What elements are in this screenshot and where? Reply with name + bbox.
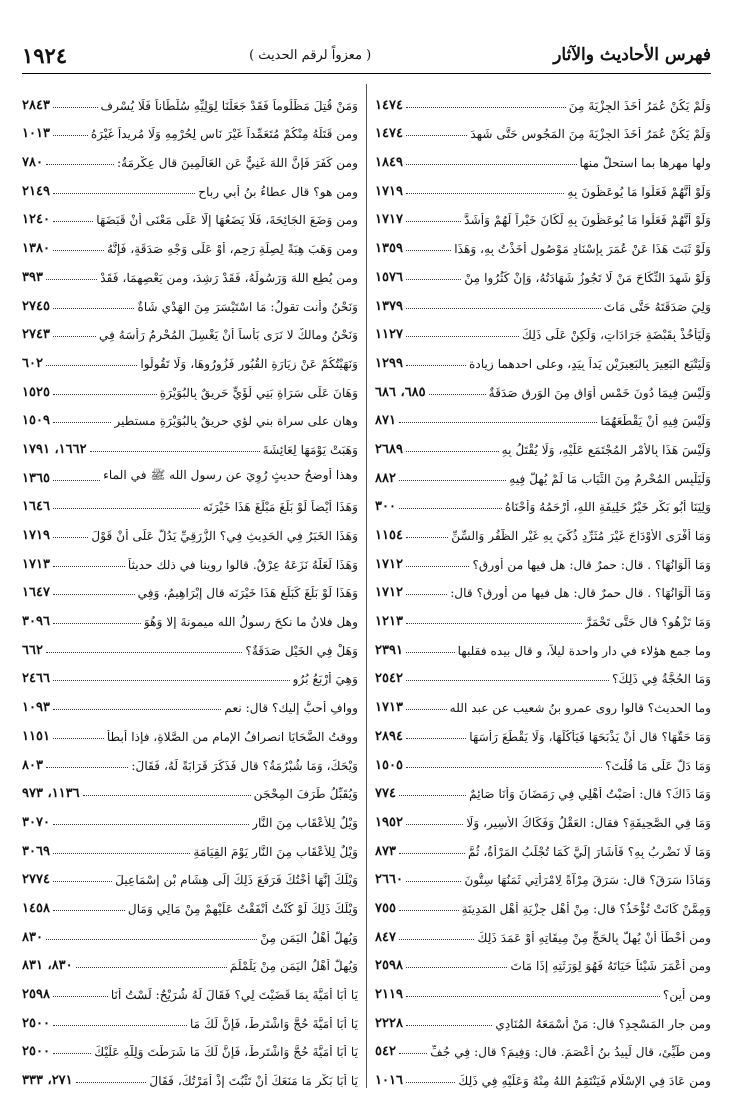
index-entry <box>22 227 358 256</box>
leader-dots <box>53 135 88 136</box>
index-entry <box>375 457 711 486</box>
leader-dots <box>46 164 114 165</box>
entry-text: ومن عَادَ فِي الإِسْلَامِ فَيَنْتَقِمُ اللهُ مِنْهُ وَعَلَيْهِ فِي ذَلِكَ <box>458 1074 711 1089</box>
index-entry <box>375 715 711 744</box>
entry-text: ومن يُطِعِ اللهَ وَرَسُولَهُ، فَقَدْ رَشِدَ، ومن يَعْصِهِمَا، فَقَدْ <box>100 270 358 285</box>
entry-ref-number: ٢٦٦٠ <box>375 872 403 888</box>
leader-dots <box>53 709 221 710</box>
entry-ref-number: ١٤٧٤ <box>375 97 403 113</box>
leader-dots <box>406 824 463 825</box>
entry-ref-number: ١٠١٦ <box>375 1073 403 1089</box>
entry-ref-number: ٢٥٤٢ <box>375 671 403 687</box>
entry-ref-number: ١٢٤٠ <box>22 212 50 228</box>
entry-ref-number: ٦٦٢ <box>22 642 43 658</box>
leader-dots <box>406 193 564 194</box>
index-entry <box>375 314 711 343</box>
entry-ref-number: ١٥٠٩ <box>22 413 50 429</box>
leader-dots <box>76 967 227 968</box>
index-entry <box>375 285 711 314</box>
index-entry <box>22 1059 358 1088</box>
index-entry <box>22 1031 358 1060</box>
leader-dots <box>406 221 461 222</box>
entry-text: وَمَا أَفْرَى الأَوْدَاجَ غَيْرَ مُثَرِّدٍ ذُكِّيَ بِهِ غَيْرِ الظُّفُرِ وَالسِّنِّ <box>451 529 711 543</box>
entry-ref-number: ١٤٥٨ <box>22 900 50 916</box>
index-entry <box>375 744 711 773</box>
index-entry <box>375 686 711 715</box>
entry-text: وَلِيَ صَدَقَتَهُ حَتَّى مَاتَ <box>603 299 711 314</box>
entry-text: وَمَا أَلْوَانُهَا؟ . قال حمرٌ قال: هل فيها من أورق؟ قال: <box>450 586 711 601</box>
entry-text: وَلَوْ أَنَّهُمْ فَعَلُوا مَا يُوعَظُونَ بِهِ <box>567 184 711 199</box>
entry-ref-number: ٨٧١ <box>375 413 396 429</box>
index-entry <box>22 514 358 543</box>
entry-ref-number: ٨٨٢ <box>375 470 396 486</box>
index-entry <box>375 543 711 572</box>
entry-ref-number: ٢٤٦٦ <box>22 671 50 687</box>
entry-text: وَلَيَأْخُذْ بِقَبْضَةٍ جَرَادَاتٍ، وَلَكِنْ عَلَى ذَلِكَ <box>522 328 711 343</box>
leader-dots <box>406 709 447 710</box>
header-rule <box>22 73 711 74</box>
entry-ref-number: ١٩٥٢ <box>375 814 403 830</box>
running-title: فهرس الأحاديث والآثار <box>553 45 711 65</box>
entry-ref-number: ٢٨٩٤ <box>375 728 403 744</box>
entry-text: وَلْيَلْبِسِ المُحْرِمُ مِنَ الثِّيَابِ مَا لَمْ يُهِلَّ فِيهِ <box>509 471 711 486</box>
entry-ref-number: ٢٧١، ٣٣٣ <box>22 1073 73 1089</box>
leader-dots <box>53 680 290 681</box>
entry-text: وَهَذَا الخَبَرُ فِي الحَدِيثِ فِي؟ الزُّرَقِيِّ يَدُلُّ عَلَى أَنْ قَوْلَ <box>91 529 358 543</box>
leader-dots <box>83 795 251 796</box>
entry-ref-number: ٢٥٠٠ <box>22 1015 50 1031</box>
index-entry <box>375 141 711 170</box>
index-entry <box>375 658 711 687</box>
entry-ref-number: ٨٣٠، ٨٣١ <box>22 958 73 974</box>
entry-text: وَهِيَ أَرْبَعُ بُرُوٍ <box>292 672 358 687</box>
entry-ref-number: ١٤٧٤ <box>375 126 403 142</box>
entry-text: وَمَا فِي الصَّحِيفَةِ؟ فقال: العَقْلُ وَفَكَاكُ الأَسِيرِ، وَلَا <box>466 815 711 830</box>
leader-dots <box>76 1082 147 1083</box>
entry-text: وَمَا أَلْوَانُهَا؟ . قال: حمرٌ قال: هل فيها من أورق؟ <box>472 557 711 572</box>
entry-text: وَلَمْ يَكُنْ عُمَرُ أَخَذَ الجِزْيَةَ مِنَ المَجُوسِ حَتَّى شَهِدَ <box>470 127 711 142</box>
entry-ref-number: ٢٣٩١ <box>375 642 403 658</box>
entry-ref-number: ٢٥٩٨ <box>22 987 50 1002</box>
entry-ref-number: ٣٠٩٦ <box>22 614 50 630</box>
leader-dots <box>399 480 506 481</box>
entry-text: وَهَلْ فِي الخَيْلِ صَدَقَةٌ؟ <box>245 643 358 658</box>
index-entry <box>22 830 358 859</box>
index-entry <box>375 514 711 543</box>
leader-dots <box>53 996 108 997</box>
page-header <box>22 40 711 70</box>
index-entry <box>22 629 358 658</box>
index-entry <box>22 887 358 916</box>
entry-text: وَلَيْسَ هَذَا بِالأَمْرِ المُجْتَمَعِ عَلَيْهِ، وَلَا يُقْتَلُ بِهِ <box>501 442 711 457</box>
entry-ref-number: ٨٧٣ <box>375 843 396 859</box>
entry-ref-number: ١٢١٣ <box>375 614 403 630</box>
entry-ref-number: ١٣٨٠ <box>22 241 50 257</box>
index-entry <box>375 428 711 457</box>
entry-text: يَا أَبَا أُمَيَّةَ حُجَّ وَاشْتَرِطْ، فَإِنَّ لَكَ مَا شَرَطْتَ وَلِلَّهِ عَلَيْكَ <box>94 1045 358 1060</box>
index-entry <box>375 859 711 888</box>
leader-dots <box>399 939 475 940</box>
index-entry <box>375 84 711 113</box>
index-entry <box>22 801 358 830</box>
entry-ref-number: ١٦٤٦ <box>22 499 50 515</box>
entry-ref-number: ١٧١٩ <box>375 183 403 199</box>
entry-text: ومن قَتَلَهُ مِنْكُمْ مُتَعَمِّداً غَيْرَ نَاسٍ لِحُرْمِهِ وَلَا مُرِيداً غَيْرَهُ <box>90 127 358 142</box>
entry-ref-number: ٣٩٣ <box>22 269 43 285</box>
leader-dots <box>46 365 137 366</box>
index-column-left <box>22 84 366 1088</box>
index-entry <box>22 256 358 285</box>
index-entry <box>22 199 358 228</box>
entry-ref-number: ١٠٩٣ <box>22 700 50 716</box>
entry-text: يَا أَبَا أُمَيَّةَ حُجَّ وَاشْتَرِطْ، فَإِنَّ لَكَ مَا <box>189 1016 358 1031</box>
entry-text: وَمَا لَا نَضْرِبُ بِهِ؟ فَأَشَارَ إِلَيَّ كَمَا تُجْلَبُ المَرْأَةُ، ثُمَّ <box>467 844 711 859</box>
entry-text: وَنَهَيْتُكُمْ عَنْ زِيَارَةِ القُبُورِ فَزُورُوهَا، وَلَا تَقُولُوا <box>140 356 358 371</box>
index-entry <box>22 486 358 515</box>
entry-ref-number: ٢٨٤٣ <box>22 97 50 113</box>
leader-dots <box>406 738 466 739</box>
entry-text: ومن طَيِّئٍ، قال لَبِيدُ بنُ أَعْصَمَ. قال: وَفِيمَ؟ قال: فِي جُفِّ <box>430 1045 711 1060</box>
entry-ref-number: ١٧١٢ <box>375 556 403 572</box>
entry-ref-number: ٢١١٩ <box>375 987 403 1002</box>
entry-ref-number: ١٦٤٧ <box>22 585 50 601</box>
leader-dots <box>406 336 519 337</box>
entry-text: ومن هو؟ قال عطاءُ بنُ أبي رباح <box>198 184 358 199</box>
entry-text: وَلِيَنَا أَبُو بَكْرٍ خَيْرُ خَلِيفَةِ اللهِ، أَرْحَمُهُ وَأَحْنَاهُ <box>504 500 711 515</box>
entry-ref-number: ٣٠٧٠ <box>22 814 50 830</box>
entry-text: وهذا أوضحُ حديثٍ رُوِيَ عن رسول الله ﷺ في الماء <box>103 467 358 482</box>
index-entry <box>375 1031 711 1060</box>
leader-dots <box>406 451 499 452</box>
leader-dots <box>406 1082 455 1083</box>
index-columns <box>22 84 711 1088</box>
entry-text: وما الحديث؟ قالوا روى عمرو بنُ شعيب عن عبد الله <box>449 701 711 716</box>
entry-text: وَيُهِلُّ أَهْلُ اليَمَنِ مِنْ <box>260 930 358 945</box>
index-entry <box>375 486 711 515</box>
entry-text: وَيْلٌ لِلأَعْقَابِ مِنَ النَّارِ <box>252 815 358 830</box>
entry-ref-number: ١٥٢٥ <box>22 384 50 400</box>
leader-dots <box>399 1053 427 1054</box>
entry-text: وما جمع هؤلاء في دار واحدة ليلاً، و قال بيده فقلبها <box>457 643 711 658</box>
leader-dots <box>406 623 582 624</box>
index-entry <box>22 1002 358 1031</box>
leader-dots <box>406 107 566 108</box>
leader-dots <box>53 107 98 108</box>
index-entry <box>375 256 711 285</box>
leader-dots <box>53 623 141 624</box>
entry-ref-number: ١١٣٦، ٩٧٣ <box>22 786 80 802</box>
entry-text: ومن أَخْطَأَ أَنْ يُهِلَّ بِالحَجِّ مِنْ مِيقَاتِهِ أَوْ عَمَدَ ذَلِكَ <box>477 930 711 945</box>
index-entry <box>375 945 711 974</box>
leader-dots <box>46 939 257 940</box>
entry-ref-number: ٨٣٠ <box>22 929 43 945</box>
index-entry <box>375 973 711 1002</box>
entry-ref-number: ١١٥٤ <box>375 528 403 543</box>
entry-ref-number: ٨٠٣ <box>22 757 43 773</box>
entry-text: ومن أَعْمَرَ شَيْئاً حَيَاتَهُ فَهُوَ لِوَرَثَتِهِ إِذَا مَاتَ <box>510 959 711 974</box>
index-entry <box>22 543 358 572</box>
entry-ref-number: ٧٧٤ <box>375 786 396 802</box>
leader-dots <box>53 250 104 251</box>
index-entry <box>375 916 711 945</box>
index-entry <box>375 342 711 371</box>
leader-dots <box>406 996 660 997</box>
leader-dots <box>406 250 451 251</box>
leader-dots <box>399 422 597 423</box>
index-entry <box>22 715 358 744</box>
entry-text: وَهَذَا أَيْضاً لَوْ بَلَغَ مَبْلَغَ هَذَا خَيْرَنَه <box>202 500 358 515</box>
leader-dots <box>53 422 111 423</box>
leader-dots <box>399 795 466 796</box>
leader-dots <box>406 767 602 768</box>
leader-dots <box>53 508 200 509</box>
index-entry <box>22 285 358 314</box>
entry-text: وَمَا الحُجَّةُ فِي ذَلِكَ؟ <box>612 672 711 687</box>
entry-ref-number: ٢٧٧٤ <box>22 872 50 888</box>
entry-text: ومن وَضَعَ الجَائِحَةَ، فَلَا يَضَعُهَا إِلَّا عَلَى مَعْنَى أَنْ قَبَضَهَا <box>96 213 358 228</box>
index-entry <box>375 801 711 830</box>
entry-text: ولها مهرها بما استحلَّ منها <box>579 156 711 171</box>
leader-dots <box>399 853 465 854</box>
leader-dots <box>406 1025 492 1026</box>
index-entry <box>22 658 358 687</box>
leader-dots <box>53 1053 91 1054</box>
entry-text: وَيْلٌ لِلأَعْقَابِ مِنَ النَّارِ يَوْمَ القِيَامَةِ <box>193 844 358 859</box>
entry-text: وَلَيْسَ فِيمَا دُونَ خَمْسِ أَوَاقٍ مِنَ الوَرِقِ صَدَقَةٌ <box>488 385 711 400</box>
entry-ref-number: ١١٥١ <box>22 728 50 744</box>
entry-text: وَمَنْ قُتِلَ مَظْلُوماً فَقَدْ جَعَلْنَا لِوَلِيِّهِ سُلْطَاناً فَلَا يُسْرِف <box>100 98 358 113</box>
entry-ref-number: ١٥٧٦ <box>375 269 403 285</box>
entry-text: وهل فلانٌ ما نكحَ رسولُ الله ميمونةَ إلا وَهُوَ <box>143 615 358 630</box>
index-entry <box>22 686 358 715</box>
leader-dots <box>406 135 467 136</box>
entry-text: ومن أين؟ <box>662 988 711 1002</box>
entry-ref-number: ٧٥٥ <box>375 900 396 916</box>
leader-dots <box>53 537 88 538</box>
leader-dots <box>406 537 448 538</box>
entry-text: وَهَانَ عَلَى سَرَاةِ بَنِي لُؤَيٍّ حَرِيقٌ بِالبُوَيْرَةِ <box>159 385 358 400</box>
entry-text: وَهَذَا لَعَلَّهُ نَزَعَهُ عِرْقٌ. قالوا روينا في ذلك حديثاً <box>127 557 358 572</box>
entry-text: وَلَوْ ثَبَتَ هَذَا عَنْ عُمَرَ بِإِسْنَادٍ مَوْصُولٍ أَخَذْتُ بِهِ، وَهَذَا <box>454 242 711 257</box>
entry-text: وَمَا ذَاكَ؟ قال: أَصَبْتُ أَهْلِي فِي رَمَضَانَ وَأَنَا صَائِمٌ <box>469 787 711 802</box>
entry-text: ومن كَفَرَ فَإِنَّ اللهَ غَنِيٌّ عَنِ العَالَمِينَ قال عِكْرِمَةُ: <box>117 156 358 171</box>
entry-text: وَمَا حَقُّهَا؟ قال أَنْ يَذْبَحَهَا فَيَأْكُلَهَا، وَلَا يَقْطَعَ رَأْسَهَا <box>469 729 711 744</box>
entry-text: وَمَا تَزْهُو؟ قال حَتَّى تَحْمَرَّ <box>585 615 711 630</box>
entry-text: يَا أَبَا أُمَيَّةَ بِمَا قَضَيْتَ لِي؟ فَقَالَ لَهُ شُرَيْحٌ: لَسْتُ أَنَا <box>110 988 358 1002</box>
index-entry <box>22 973 358 1002</box>
index-entry <box>22 457 358 486</box>
leader-dots <box>53 566 125 567</box>
leader-dots <box>53 824 249 825</box>
entry-text: ومن وَهَبَ هِبَةً لِصِلَةِ رَحِمٍ، أَوْ عَلَى وَجْهِ صَدَقَةٍ، فَإِنَّهُ <box>107 242 358 257</box>
entry-ref-number: ١٧١٧ <box>375 212 403 228</box>
index-entry <box>375 1002 711 1031</box>
entry-ref-number: ٢٥٠٠ <box>22 1044 50 1060</box>
leader-dots <box>429 394 486 395</box>
leader-dots <box>406 652 455 653</box>
leader-dots <box>406 594 447 595</box>
entry-text: وهان على سراة بني لؤي حريقٌ بِالبُوَيْرَةِ مستطير <box>114 414 358 429</box>
index-entry <box>22 916 358 945</box>
index-entry <box>375 773 711 802</box>
leader-dots <box>53 221 93 222</box>
leader-dots <box>90 451 260 452</box>
index-entry <box>22 371 358 400</box>
entry-text: وَلَيْسَ فِيهِ أَنْ يَقْطَعَهُمَا <box>600 414 711 429</box>
leader-dots <box>53 336 96 337</box>
index-entry <box>22 773 358 802</box>
index-entry <box>22 572 358 601</box>
entry-ref-number: ١٨٤٩ <box>375 155 403 171</box>
index-entry <box>22 600 358 629</box>
index-entry <box>375 629 711 658</box>
leader-dots <box>406 881 462 882</box>
entry-ref-number: ٦٨٥، ٦٨٦ <box>375 384 426 400</box>
leader-dots <box>46 279 97 280</box>
leader-dots <box>406 967 508 968</box>
entry-ref-number: ٢٧٤٣ <box>22 327 50 343</box>
index-entry <box>375 830 711 859</box>
index-entry <box>375 170 711 199</box>
entry-ref-number: ١٥٠٥ <box>375 757 403 773</box>
entry-text: وَلَوْ أَنَّهُمْ فَعَلُوا مَا يُوعَظُونَ بِهِ لَكَانَ خَيْراً لَهُمْ وَأَشَدَّ <box>464 213 711 228</box>
index-entry <box>22 314 358 343</box>
entry-text: ووقتُ الضَّحَايَا انصرافُ الإمامِ من الصَّلاةِ، فإذا أبطأ <box>106 729 358 744</box>
index-entry <box>375 227 711 256</box>
leader-dots <box>53 881 112 882</box>
leader-dots <box>406 680 609 681</box>
entry-text: وَنَحْنُ ومالكٌ لا نَرَى بَأْساً أَنْ يَغْسِلَ المُحْرِمُ رَأْسَهُ فِي <box>98 328 358 343</box>
entry-ref-number: ١٣٦٥ <box>22 470 50 486</box>
entry-text: وَيُقَبِّلُ طَرَفَ المِحْجَنِ <box>253 787 358 802</box>
entry-ref-number: ٣٠٦٩ <box>22 843 50 859</box>
index-entry <box>375 199 711 228</box>
index-entry <box>375 113 711 142</box>
entry-text: وَلَوْ شَهِدَ النِّكَاحَ مَنْ لَا تَجُوزُ شَهَادَتُهُ، وَإِنْ كَثُرُوا مِنْ <box>464 270 711 285</box>
leader-dots <box>406 365 466 366</box>
leader-dots <box>406 279 461 280</box>
index-entry <box>375 600 711 629</box>
leader-dots <box>53 480 100 481</box>
entry-ref-number: ٢٦٨٩ <box>375 441 403 457</box>
leader-dots <box>53 308 135 309</box>
entry-text: وَمَاذَا سَرَقَ؟ قال: سَرَقَ مِرْآةً لِامْرَأَتِي ثَمَنُهَا سِتُّونَ <box>464 873 711 888</box>
entry-text: وَمَا دَلَّ عَلَى مَا قُلْتَ؟ <box>605 758 711 773</box>
entry-ref-number: ١٧١٢ <box>375 585 403 601</box>
entry-ref-number: ٢١٤٩ <box>22 183 50 199</box>
entry-ref-number: ١٣٧٩ <box>375 298 403 314</box>
leader-dots <box>399 508 502 509</box>
entry-ref-number: ١٧١٩ <box>22 528 50 543</box>
index-entry <box>22 141 358 170</box>
leader-dots <box>53 394 157 395</box>
leader-dots <box>46 652 242 653</box>
entry-ref-number: ١٣٥٩ <box>375 241 403 257</box>
leader-dots <box>53 1025 187 1026</box>
entry-ref-number: ٢٥٩٨ <box>375 958 403 974</box>
index-entry <box>22 342 358 371</box>
entry-text: ووافِ أحبُّ إليك؟ قال: نعم <box>224 701 358 716</box>
index-entry <box>375 371 711 400</box>
index-entry <box>375 1059 711 1088</box>
entry-ref-number: ٢٢٢٨ <box>375 1015 403 1031</box>
entry-ref-number: ١٧١٣ <box>375 700 403 716</box>
entry-ref-number: ١٧١٣ <box>22 556 50 572</box>
entry-text: وَهَذَا لَوْ بَلَغَ كَبَلَغِ هَذَا خَيْرَنَه قال إِبْرَاهِيمُ، وَفِي <box>137 586 358 601</box>
index-entry <box>22 113 358 142</box>
index-entry <box>22 744 358 773</box>
leader-dots <box>406 566 470 567</box>
entry-ref-number: ٣٠٠ <box>375 499 396 515</box>
index-entry <box>22 859 358 888</box>
entry-ref-number: ٨٤٧ <box>375 929 396 945</box>
running-subtitle: ( معزواً لرقم الحديث ) <box>249 47 372 63</box>
leader-dots <box>46 767 128 768</box>
entry-text: وَيْلَكَ إِنَّهَا أُخْتُكَ فَرَفَعَ ذَلِكَ إِلَى هِشَامِ بْنِ إِسْمَاعِيلَ <box>115 873 358 888</box>
entry-ref-number: ١٢٩٩ <box>375 355 403 371</box>
entry-text: يَا أَبَا بَكْرٍ مَا مَنَعَكَ أَنْ تَثْبُتَ إِذْ أَمَرْتُكَ، فَقَالَ <box>149 1074 358 1089</box>
entry-text: وَهَبَتْ يَوْمَهَا لِعَائِشَةَ <box>262 442 358 457</box>
entry-ref-number: ٥٤٢ <box>375 1044 396 1060</box>
index-entry <box>375 887 711 916</box>
index-entry <box>22 170 358 199</box>
index-entry <box>375 400 711 429</box>
entry-text: وَمِمَّنْ كَانَتْ تُؤْخَذُ؟ قال: مِنْ أَهْلِ جِزْيَةِ أَهْلِ المَدِينَةِ <box>461 901 711 916</box>
entry-ref-number: ٦٠٢ <box>22 355 43 371</box>
entry-text: وَيْلَكَ ذَلِكَ لَوْ كُنْتُ أَنْفَقْتُ عَلَيْهِمْ مِنْ مَالِي وَمَالِ <box>127 901 358 916</box>
entry-text: وَلَمْ يَكُنْ عُمَرُ أَخَذَ الجِزْيَةَ مِنَ <box>568 98 711 113</box>
entry-text: وَيْحَكَ، وَمَا شُبْرُمَةُ؟ قال فَذَكَرَ قَرَابَةً لَهُ، فَقَالَ: <box>131 758 358 773</box>
leader-dots <box>53 738 104 739</box>
entry-text: وَلْيَتْبَعِ البَعِيرَ بِالبَعِيرَيْنِ يَداً بِيَدٍ، وعلى احدهما زيادة <box>469 356 711 371</box>
index-column-right <box>366 84 711 1088</box>
index-entry <box>375 572 711 601</box>
entry-text: وَنَحْنُ وأنت تقولُ: مَا اسْتَيْسَرَ مِنَ الهَدْيِ شَاةٌ <box>137 299 358 314</box>
leader-dots <box>53 910 125 911</box>
entry-ref-number: ١٠١٣ <box>22 126 50 142</box>
entry-ref-number: ٢٧٤٥ <box>22 298 50 314</box>
entry-text: ومن جار المَسْجِدِ؟ قال: مَنْ أَسْمَعَهُ المُنَادِي <box>495 1016 711 1031</box>
leader-dots <box>406 308 601 309</box>
index-entry <box>22 428 358 457</box>
leader-dots <box>53 594 135 595</box>
leader-dots <box>53 193 195 194</box>
entry-ref-number: ١٦٦٢، ١٧٩١ <box>22 441 87 457</box>
entry-text: وَيُهِلُّ أَهْلُ اليَمَنِ مِنْ يَلَمْلَمَ <box>229 959 358 974</box>
page-number: ١٩٢٤ <box>22 42 68 68</box>
index-entry <box>22 945 358 974</box>
index-entry <box>22 400 358 429</box>
entry-ref-number: ٧٨٠ <box>22 155 43 171</box>
leader-dots <box>399 910 459 911</box>
entry-ref-number: ١١٢٧ <box>375 327 403 343</box>
leader-dots <box>53 853 190 854</box>
index-entry <box>22 84 358 113</box>
leader-dots <box>406 164 577 165</box>
